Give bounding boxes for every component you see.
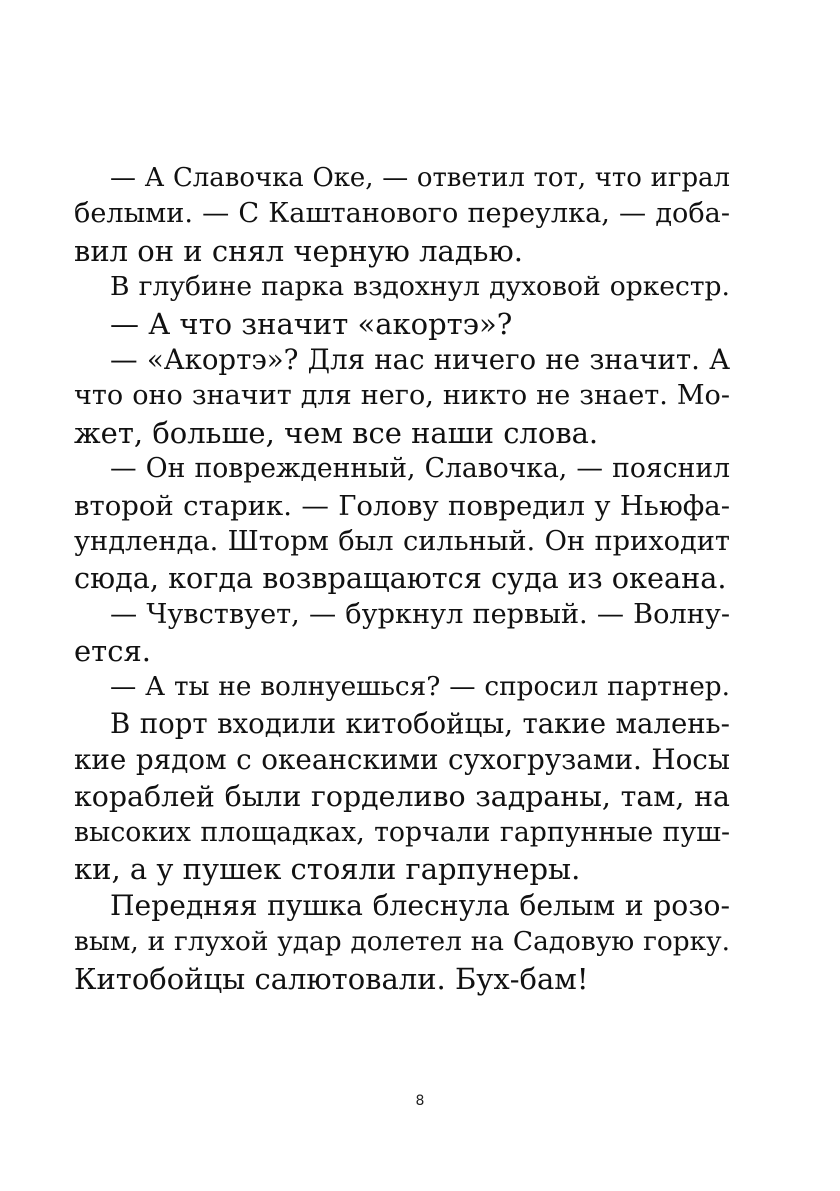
- text-line: кие рядом с океанскими сухогрузами. Носы: [74, 743, 730, 777]
- text-line: В глубине парка вздохнул духовой оркестр.: [110, 271, 730, 303]
- text-line: кораблей были горделиво задраны, там, на: [74, 779, 730, 813]
- text-line: белыми. — С Каштанового переулка, — доба-: [74, 198, 730, 230]
- text-line: — Он поврежденный, Славочка, — пояснил: [110, 453, 730, 485]
- text-line: Китобойцы салютовали. Бух-бам!: [74, 961, 589, 996]
- text-line: высоких площадках, торчали гарпунные пуш-: [74, 817, 730, 849]
- text-line: ется.: [74, 634, 151, 669]
- text-line: что оно значит для него, никто не знает. Мо-: [74, 380, 730, 412]
- text-line: — А что значит «акортэ»?: [110, 306, 513, 341]
- text-line: вил он и снял черную ладью.: [74, 233, 523, 268]
- text-line: — «Акортэ»? Для нас ничего не значит. А: [110, 342, 730, 376]
- text-line: ундленда. Шторм был сильный. Он приходит: [74, 525, 730, 557]
- page-body-text: [74, 160, 730, 997]
- text-line: вым, и глухой удар долетел на Садовую горку.: [74, 927, 730, 958]
- text-line: В порт входили китобойцы, такие малень-: [110, 706, 730, 740]
- page-number: 8: [415, 1093, 425, 1109]
- text-line: ки, а у пушек стояли гарпунеры.: [74, 852, 581, 887]
- text-line: второй старик. — Голову повредил у Ньюфа-: [74, 489, 730, 522]
- text-line: — А ты не волнуешься? — спросил партнер.: [110, 672, 730, 703]
- text-line: жет, больше, чем все наши слова.: [74, 415, 599, 450]
- text-line: — А Славочка Оке, — ответил тот, что играл: [110, 163, 730, 193]
- text-line: Передняя пушка блеснула белым и розо-: [110, 888, 730, 922]
- text-line: — Чувствует, — буркнул первый. — Волну-: [110, 598, 730, 630]
- text-line: сюда, когда возвращаются суда из океана.: [74, 561, 727, 596]
